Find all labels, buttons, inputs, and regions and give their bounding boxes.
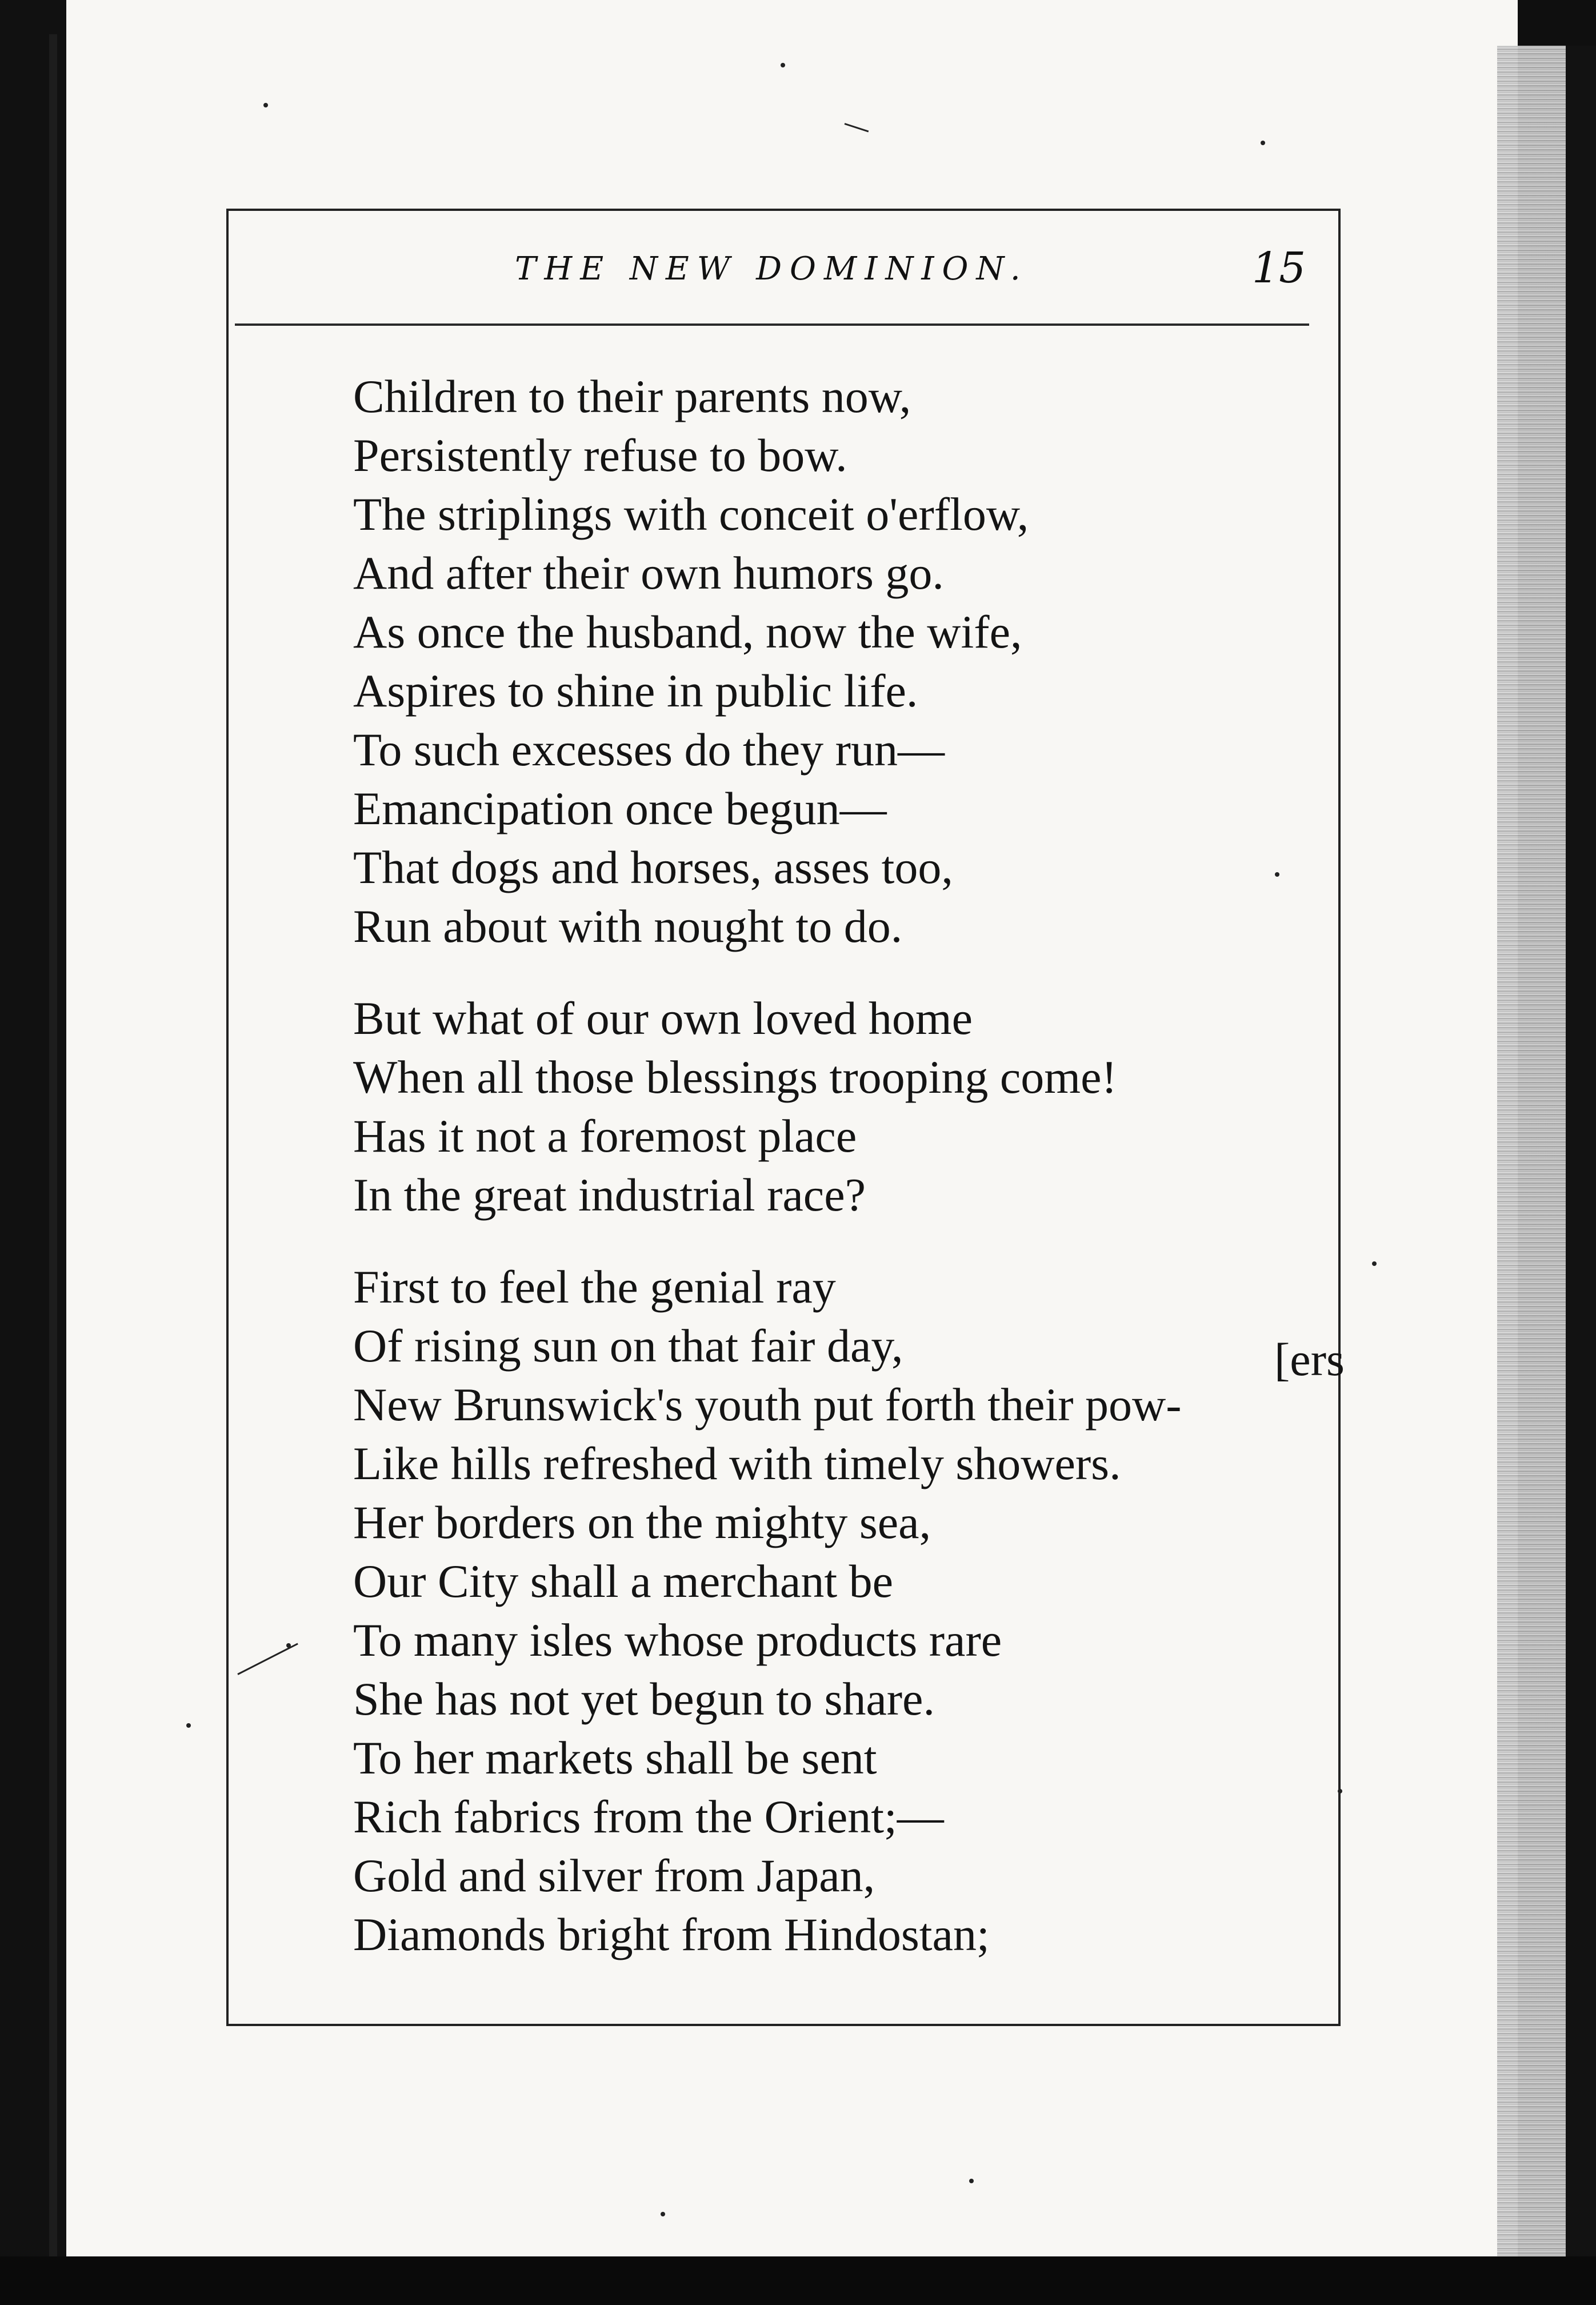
poem-line: Has it not a foremost place xyxy=(353,1110,857,1162)
print-speck xyxy=(1372,1261,1377,1266)
poem-body xyxy=(353,367,1319,1964)
poem-line: Persistently refuse to bow. xyxy=(353,429,847,481)
poem-line: Run about with nought to do. xyxy=(353,900,903,952)
print-speck xyxy=(1338,1789,1342,1793)
stray-pen-mark xyxy=(845,123,869,132)
poem-line: She has not yet begun to share. xyxy=(353,1673,935,1725)
poem-line: To such excesses do they run— xyxy=(353,724,945,776)
print-speck xyxy=(1275,872,1279,877)
poem-line: In the great industrial race? xyxy=(353,1169,866,1221)
poem-line: Her borders on the mighty sea, xyxy=(353,1496,931,1548)
stanza-1 xyxy=(353,367,1319,956)
poem-line: To many isles whose products rare xyxy=(353,1614,1002,1666)
print-speck xyxy=(969,2179,974,2183)
poem-line: Like hills refreshed with timely showers. xyxy=(353,1437,1121,1489)
poem-line: Aspires to shine in public life. xyxy=(353,665,918,717)
poem-line: The striplings with conceit o'erflow, xyxy=(353,488,1029,540)
page-edge-texture xyxy=(1497,46,1566,2275)
poem-line: But what of our own loved home xyxy=(353,992,973,1044)
stanza-2 xyxy=(353,989,1319,1224)
header-rule xyxy=(235,323,1309,326)
running-title: THE NEW DOMINION. xyxy=(515,250,1029,287)
page-number: 15 xyxy=(1252,243,1306,293)
print-speck xyxy=(186,1723,191,1728)
poem-line: Emancipation once begun— xyxy=(353,782,887,834)
poem-line: When all those blessings trooping come! xyxy=(353,1051,1117,1103)
poem-line: That dogs and horses, asses too, xyxy=(353,841,953,893)
hyphenation-tail: [ers xyxy=(1274,1333,1345,1385)
stanza-3 xyxy=(353,1257,1319,1964)
poem-line: Rich fabrics from the Orient;— xyxy=(353,1791,944,1843)
poem-line: And after their own humors go. xyxy=(353,547,944,599)
print-speck xyxy=(263,103,268,107)
poem-line: Gold and silver from Japan, xyxy=(353,1849,875,1901)
page-edge-shadow xyxy=(1566,46,1596,2305)
bottom-shadow xyxy=(0,2256,1596,2305)
poem-line: Diamonds bright from Hindostan; xyxy=(353,1908,990,1960)
poem-line: Children to their parents now, xyxy=(353,370,911,422)
gutter-line xyxy=(49,34,57,2263)
binding-gutter xyxy=(0,0,66,2305)
poem-line: To her markets shall be sent xyxy=(353,1732,877,1784)
print-speck xyxy=(1261,141,1265,145)
poem-line: Our City shall a merchant be xyxy=(353,1555,894,1607)
print-speck xyxy=(781,63,785,67)
poem-line: First to feel the genial ray xyxy=(353,1261,836,1313)
print-speck xyxy=(661,2212,665,2216)
poem-line: Of rising sun on that fair day, xyxy=(353,1320,903,1372)
book-page xyxy=(55,0,1518,2305)
poem-line: As once the husband, now the wife, xyxy=(353,606,1022,658)
poem-line: New Brunswick's youth put forth their pow- xyxy=(353,1379,1182,1431)
page-header xyxy=(226,239,1341,307)
